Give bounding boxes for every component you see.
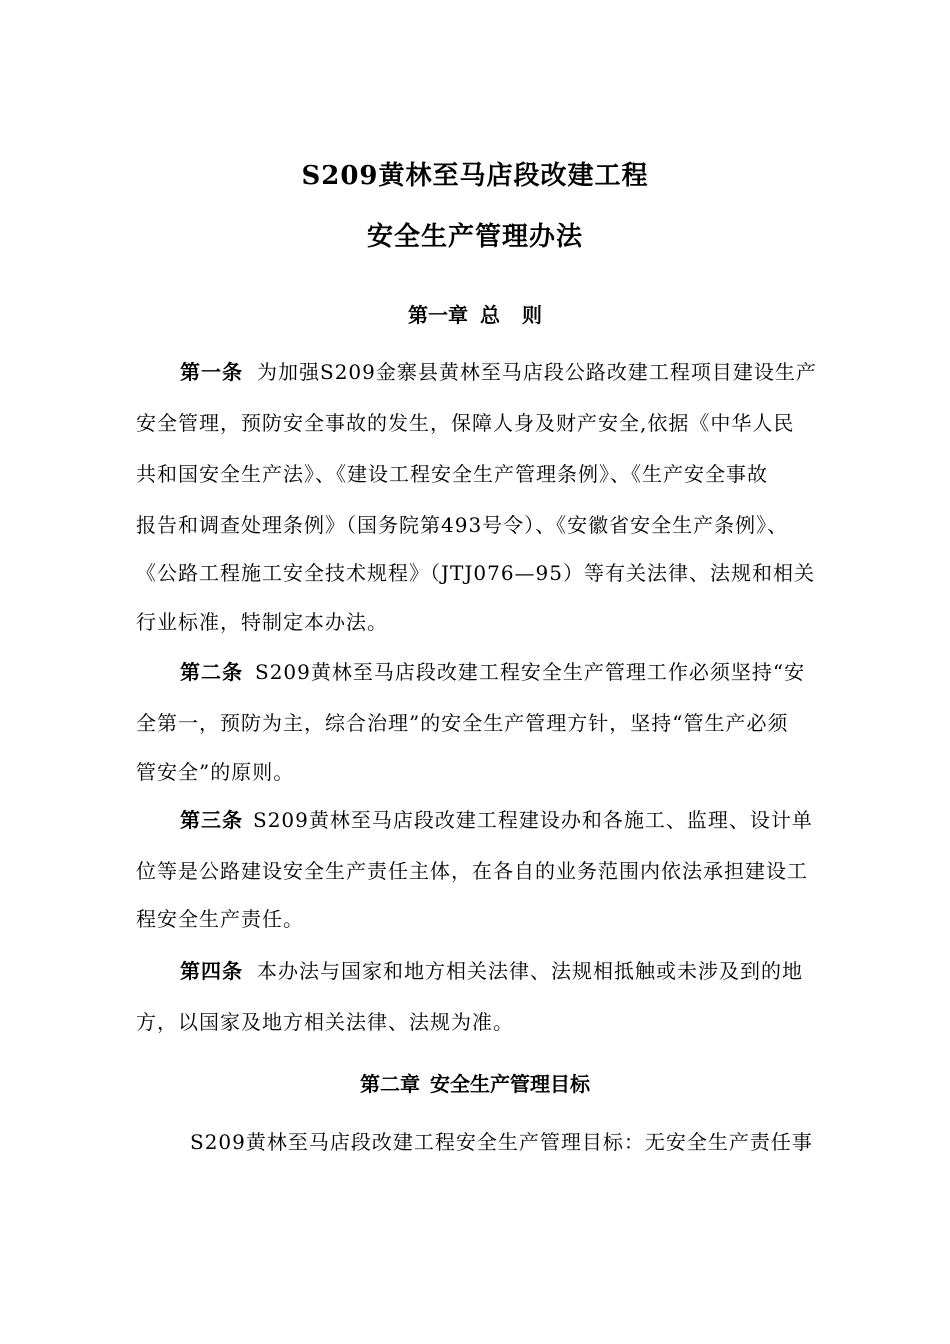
article-4-line-2: 方，以国家及地方相关法律、法规为准。 (136, 1010, 514, 1034)
article-1-text-1: 为加强S209金寨县黄林至马店段公路改建工程项目建设生产 (257, 360, 817, 384)
article-4-label: 第四条 (180, 959, 243, 983)
article-1-line-5: 《公路工程施工安全技术规程》（JTJ076—95）等有关法律、法规和相关 (136, 561, 815, 585)
article-4-line-1 (180, 956, 910, 986)
article-2-line-1 (180, 657, 910, 687)
chapter-1-heading (0, 299, 950, 328)
article-2-label: 第二条 (180, 660, 243, 684)
article-1-line-6: 行业标准，特制定本办法。 (136, 610, 388, 634)
article-2-line-3: 管安全”的原则。 (136, 760, 295, 784)
chapter-1-number: 第一章 (408, 303, 468, 327)
chapter-1-word2: 则 (522, 303, 542, 327)
document-title-line1: S209黄林至马店段改建工程 (301, 161, 649, 191)
article-1-line-1 (180, 357, 910, 387)
article-3-line-3: 程安全生产责任。 (136, 907, 304, 931)
article-3-label: 第三条 (180, 808, 243, 832)
article-1-line-4: 报告和调查处理条例》（国务院第493号令）、《安徽省安全生产条例》、 (136, 513, 789, 537)
chapter-2-paragraph-line-1: S209黄林至马店段改建工程安全生产管理目标：无安全生产责任事 (190, 1130, 813, 1154)
article-1-line-3: 共和国安全生产法》、《建设工程安全生产管理条例》、《生产安全事故 (136, 462, 768, 486)
article-2-text-1: S209黄林至马店段改建工程安全生产管理工作必须坚持“安 (255, 660, 806, 684)
article-1-line-2: 安全管理，预防安全事故的发生，保障人身及财产安全,依据《中华人民 (136, 411, 795, 435)
chapter-1-word1: 总 (480, 303, 500, 327)
article-2-line-2: 全第一，预防为主，综合治理”的安全生产管理方针，坚持“管生产必须 (136, 711, 789, 735)
article-1-label: 第一条 (180, 360, 243, 384)
chapter-2-title: 安全生产管理目标 (430, 1072, 590, 1096)
article-3-text-1: S209黄林至马店段改建工程建设办和各施工、监理、设计单 (253, 808, 813, 832)
document-title-line2: 安全生产管理办法 (366, 222, 583, 252)
chapter-2-heading (0, 1068, 950, 1097)
article-3-line-2: 位等是公路建设安全生产责任主体，在各自的业务范围内依法承担建设工 (136, 859, 808, 883)
chapter-2-number: 第二章 (360, 1072, 420, 1096)
article-3-line-1 (180, 805, 910, 835)
article-4-text-1: 本办法与国家和地方相关法律、法规相抵触或未涉及到的地 (257, 959, 803, 983)
